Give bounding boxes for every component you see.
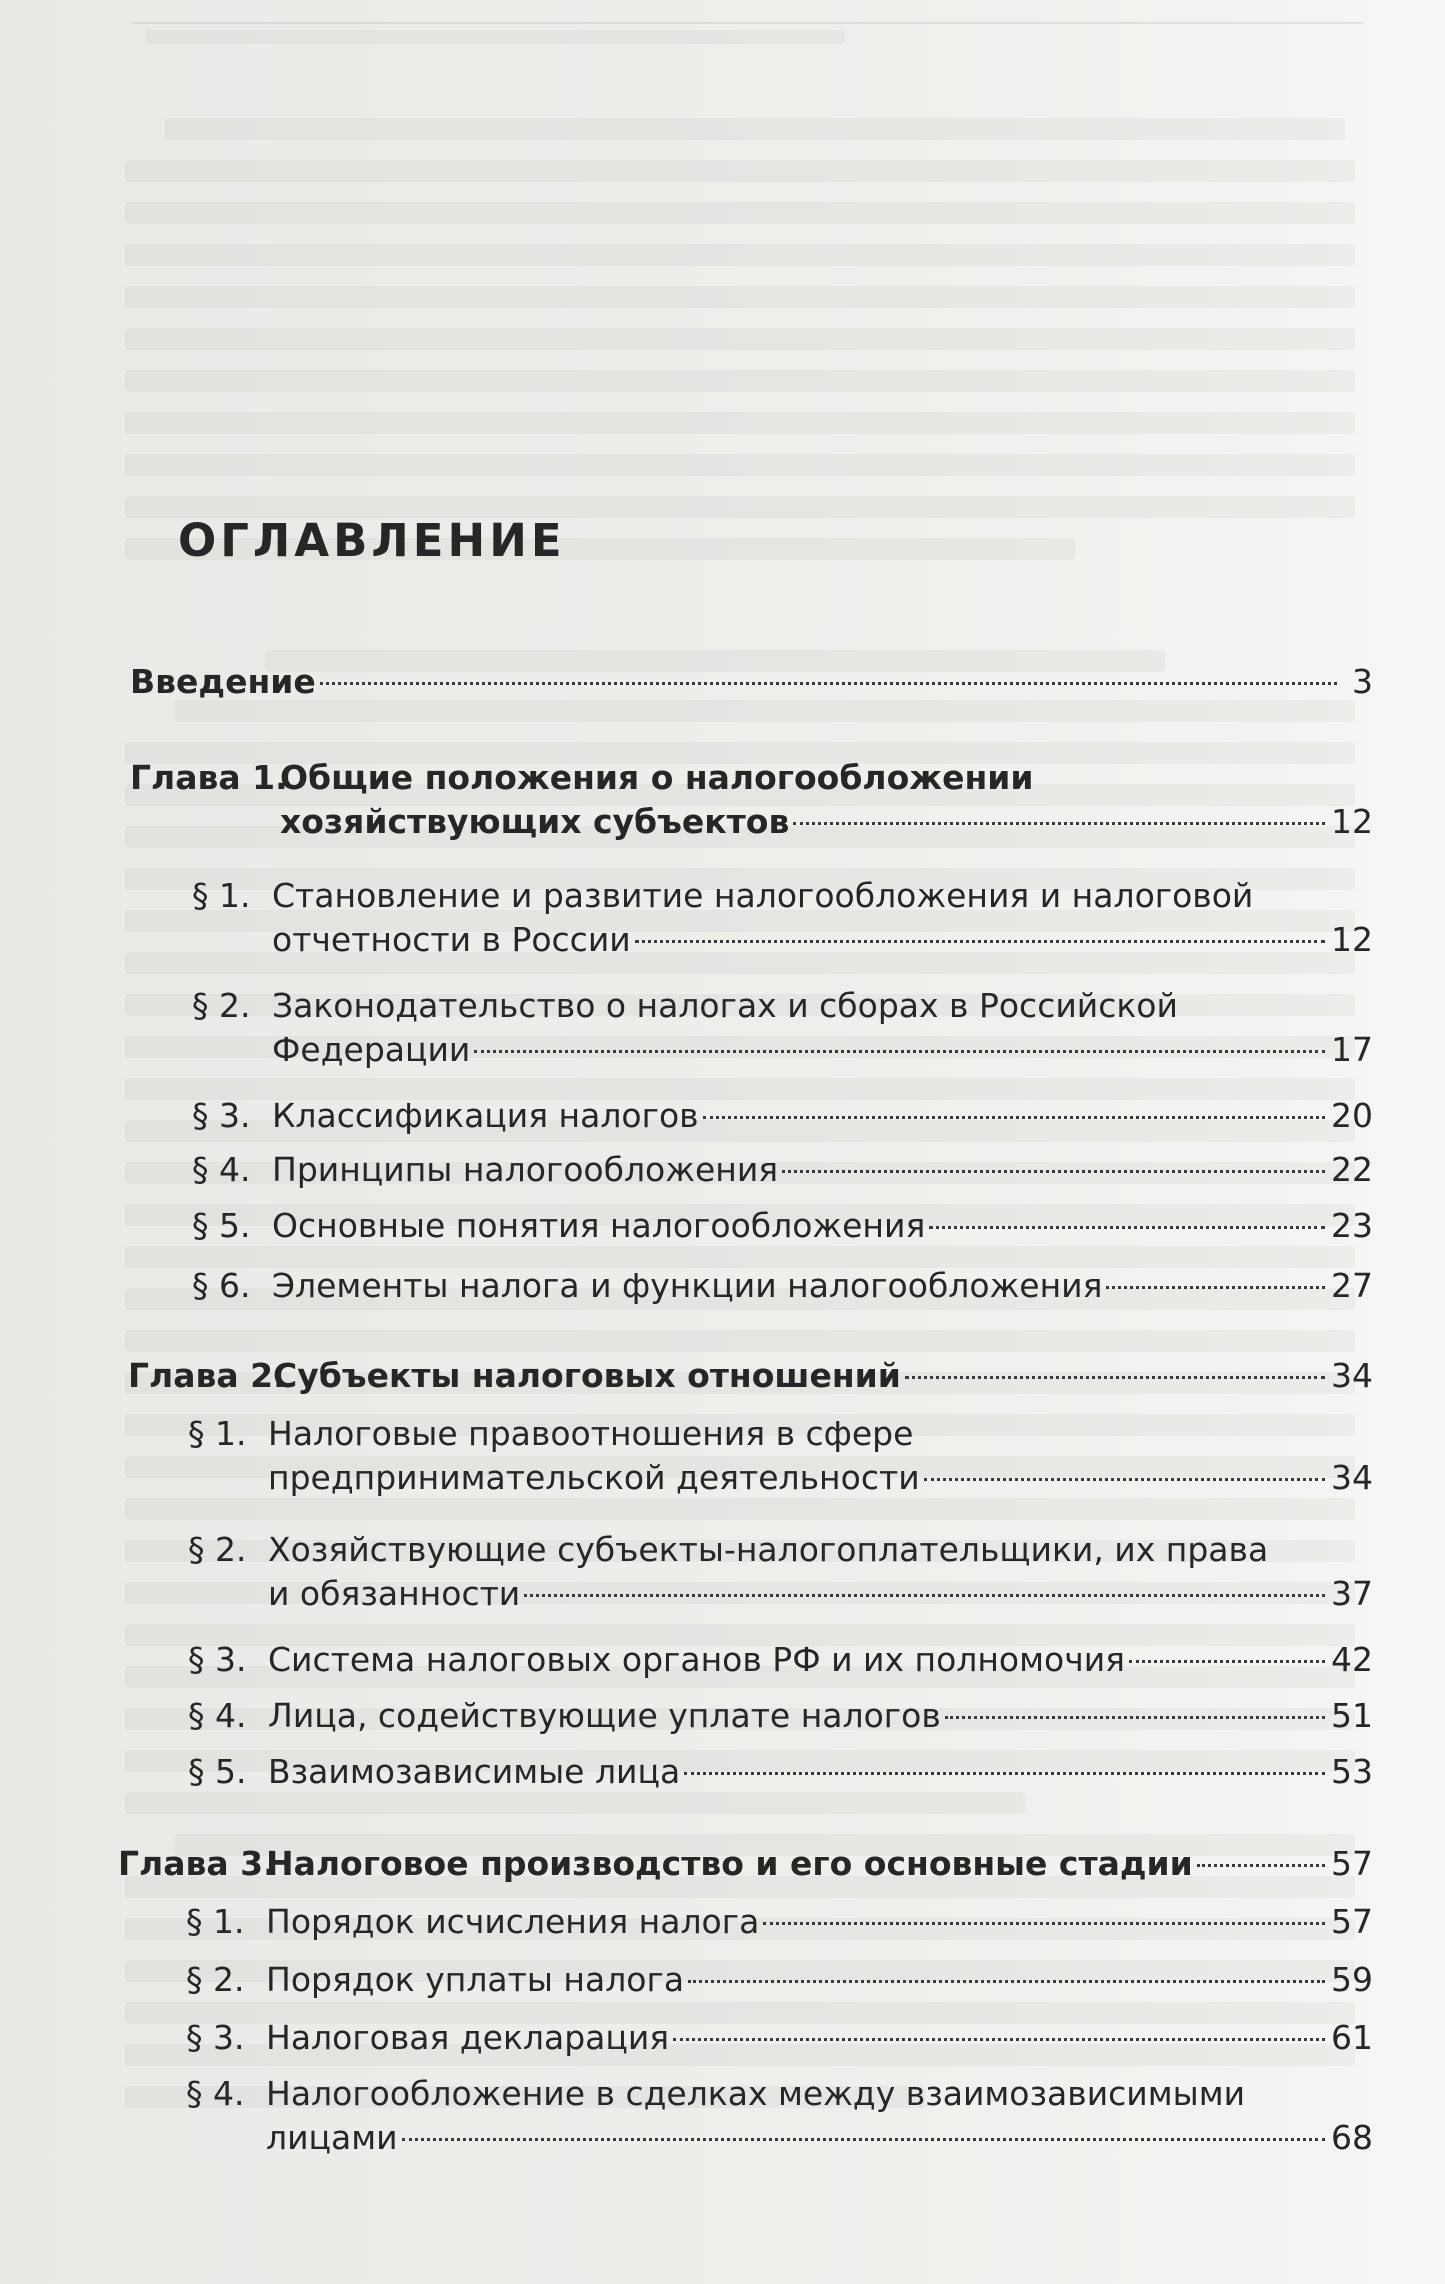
chapter-label: Глава 2. bbox=[128, 1356, 286, 1395]
dot-leader bbox=[474, 1050, 1325, 1053]
section-label: § 2. bbox=[186, 1960, 245, 1999]
section-title: Лица, содействующие уплате налогов bbox=[268, 1696, 941, 1735]
toc-section-2-2[interactable] bbox=[188, 1528, 1373, 1616]
page-number: 61 bbox=[1331, 2018, 1373, 2057]
section-label: § 1. bbox=[188, 1414, 247, 1453]
section-label: § 5. bbox=[192, 1206, 251, 1245]
section-title: Система налоговых органов РФ и их полномочия bbox=[268, 1640, 1126, 1679]
toc-entry-intro[interactable] bbox=[130, 660, 1373, 704]
section-title-line1: Налогообложение в сделках между взаимозависимыми bbox=[266, 2074, 1246, 2113]
section-label: § 1. bbox=[192, 876, 251, 915]
toc-section-3-4[interactable] bbox=[186, 2072, 1373, 2160]
page-number: 37 bbox=[1331, 1574, 1373, 1613]
section-title-line1: Законодательство о налогах и сборах в Российской bbox=[272, 986, 1178, 1025]
dot-leader bbox=[402, 2138, 1325, 2141]
dot-leader bbox=[320, 682, 1337, 685]
dot-leader bbox=[684, 1772, 1325, 1775]
chapter-title-line2: хозяйствующих субъектов bbox=[280, 802, 790, 841]
page-number: 17 bbox=[1331, 1030, 1373, 1069]
section-label: § 3. bbox=[192, 1096, 251, 1135]
section-label: § 4. bbox=[186, 2074, 245, 2113]
toc-section-1-6[interactable] bbox=[192, 1264, 1373, 1308]
dot-leader bbox=[905, 1376, 1325, 1379]
chapter-title: Налоговое производство и его основные стадии bbox=[266, 1844, 1193, 1883]
toc-section-1-3[interactable] bbox=[192, 1094, 1373, 1138]
section-label: § 1. bbox=[186, 1902, 245, 1941]
section-title: Элементы налога и функции налогообложения bbox=[272, 1266, 1103, 1305]
dot-leader bbox=[1106, 1286, 1325, 1289]
section-label: § 3. bbox=[188, 1640, 247, 1679]
page-number: 27 bbox=[1331, 1266, 1373, 1305]
dot-leader bbox=[635, 940, 1325, 943]
toc-section-3-1[interactable] bbox=[186, 1900, 1373, 1944]
page-number: 23 bbox=[1331, 1206, 1373, 1245]
page-number: 57 bbox=[1331, 1902, 1373, 1941]
page-number: 57 bbox=[1331, 1844, 1373, 1883]
page-number: 12 bbox=[1331, 920, 1373, 959]
toc-title: ОГЛАВЛЕНИЕ bbox=[178, 514, 566, 567]
toc-section-1-5[interactable] bbox=[192, 1204, 1373, 1248]
dot-leader bbox=[1197, 1864, 1325, 1867]
dot-leader bbox=[929, 1226, 1325, 1229]
toc-chapter-2[interactable] bbox=[128, 1354, 1373, 1398]
chapter-label: Глава 1. bbox=[130, 758, 288, 797]
dot-leader bbox=[1129, 1660, 1325, 1663]
page-number: 12 bbox=[1331, 802, 1373, 841]
page-number: 34 bbox=[1331, 1356, 1373, 1395]
page-number: 51 bbox=[1331, 1696, 1373, 1735]
toc-chapter-3[interactable] bbox=[118, 1842, 1373, 1886]
page-number: 22 bbox=[1331, 1150, 1373, 1189]
section-title: Порядок исчисления налога bbox=[266, 1902, 760, 1941]
toc-section-2-1[interactable] bbox=[188, 1412, 1373, 1500]
toc-section-1-2[interactable] bbox=[192, 984, 1373, 1072]
page-number: 42 bbox=[1331, 1640, 1373, 1679]
section-title: Классификация налогов bbox=[272, 1096, 699, 1135]
section-title-line1: Налоговые правоотношения в сфере bbox=[268, 1414, 914, 1453]
section-title: Налоговая декларация bbox=[266, 2018, 670, 2057]
dot-leader bbox=[945, 1716, 1325, 1719]
section-label: § 4. bbox=[192, 1150, 251, 1189]
toc-chapter-1[interactable] bbox=[130, 756, 1373, 844]
dot-leader bbox=[673, 2038, 1325, 2041]
toc-section-2-3[interactable] bbox=[188, 1638, 1373, 1682]
section-title-line2: отчетности в России bbox=[272, 920, 631, 959]
page-number: 34 bbox=[1331, 1458, 1373, 1497]
section-title-line2: предпринимательской деятельности bbox=[268, 1458, 920, 1497]
dot-leader bbox=[782, 1170, 1325, 1173]
chapter-title-line1: Общие положения о налогообложении bbox=[280, 758, 1034, 797]
toc-entry-text: Введение bbox=[130, 662, 316, 701]
toc-section-3-2[interactable] bbox=[186, 1958, 1373, 2002]
section-title: Порядок уплаты налога bbox=[266, 1960, 685, 1999]
section-label: § 2. bbox=[192, 986, 251, 1025]
section-label: § 3. bbox=[186, 2018, 245, 2057]
section-label: § 5. bbox=[188, 1752, 247, 1791]
section-title-line1: Хозяйствующие субъекты-налогоплательщики, их права bbox=[268, 1530, 1269, 1569]
section-title-line2: Федерации bbox=[272, 1030, 471, 1069]
section-title-line1: Становление и развитие налогообложения и налоговой bbox=[272, 876, 1254, 915]
page-number: 68 bbox=[1331, 2118, 1373, 2157]
section-label: § 4. bbox=[188, 1696, 247, 1735]
section-title: Взаимозависимые лица bbox=[268, 1752, 681, 1791]
toc-section-2-5[interactable] bbox=[188, 1750, 1373, 1794]
toc-section-2-4[interactable] bbox=[188, 1694, 1373, 1738]
dot-leader bbox=[688, 1980, 1325, 1983]
chapter-label: Глава 3. bbox=[118, 1844, 276, 1883]
section-title: Принципы налогообложения bbox=[272, 1150, 779, 1189]
page-number: 3 bbox=[1352, 662, 1373, 701]
section-title: Основные понятия налогообложения bbox=[272, 1206, 926, 1245]
dot-leader bbox=[524, 1594, 1325, 1597]
page-number: 20 bbox=[1331, 1096, 1373, 1135]
chapter-title: Субъекты налоговых отношений bbox=[273, 1356, 901, 1395]
section-title-line2: и обязанности bbox=[268, 1574, 521, 1613]
page-number: 59 bbox=[1331, 1960, 1373, 1999]
dot-leader bbox=[763, 1922, 1325, 1925]
toc-section-1-1[interactable] bbox=[192, 874, 1373, 962]
dot-leader bbox=[703, 1116, 1325, 1119]
dot-leader bbox=[793, 822, 1325, 825]
toc-section-3-3[interactable] bbox=[186, 2016, 1373, 2060]
section-title-line2: лицами bbox=[266, 2118, 398, 2157]
dot-leader bbox=[924, 1478, 1325, 1481]
section-label: § 2. bbox=[188, 1530, 247, 1569]
page-number: 53 bbox=[1331, 1752, 1373, 1791]
toc-section-1-4[interactable] bbox=[192, 1148, 1373, 1192]
section-label: § 6. bbox=[192, 1266, 251, 1305]
